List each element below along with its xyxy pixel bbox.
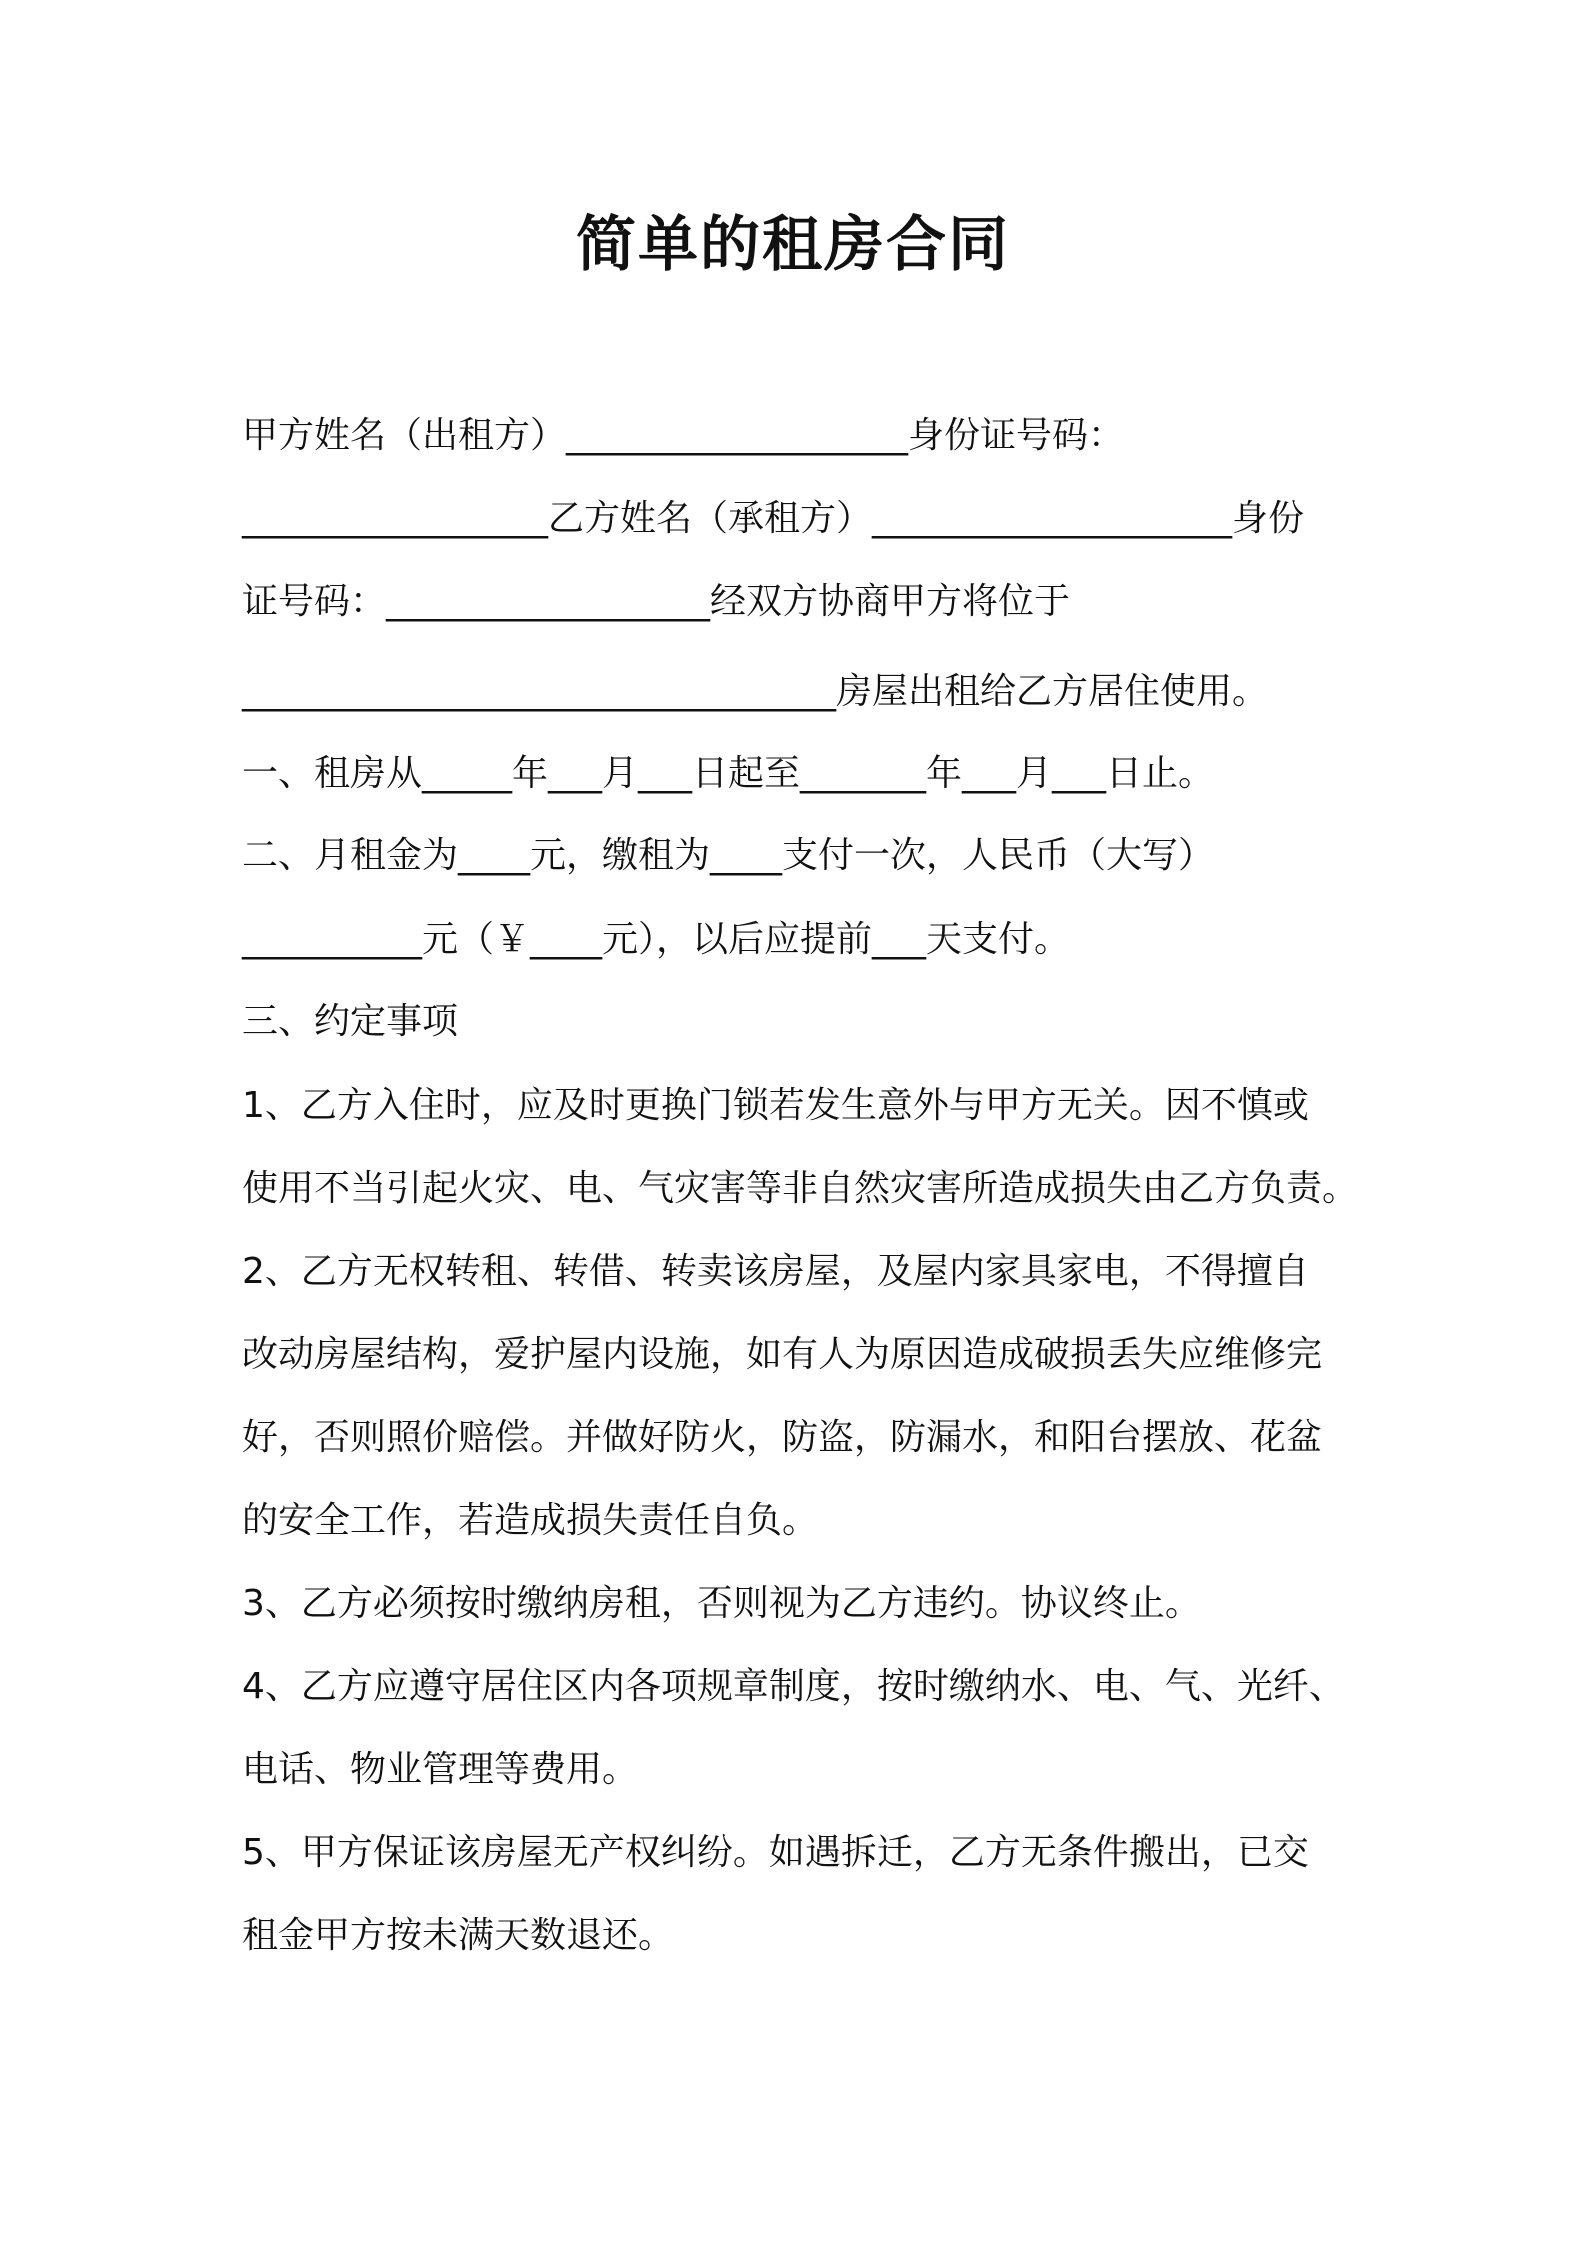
section-heading: 三、约定事项 [242, 1001, 459, 1042]
contract-line: 的安全工作，若造成损失责任自负。 [242, 1500, 819, 1541]
contract-line: 改动房屋结构，爱护屋内设施，如有人为原因造成破损丢失应维修完 [242, 1334, 1323, 1375]
contract-line: 二、月租金为____元，缴租为____支付一次，人民币（大写） [242, 835, 1215, 876]
contract-line: _________________乙方姓名（承租方）____________________身份 [242, 498, 1305, 539]
contract-line: 2、乙方无权转租、转借、转卖该房屋，及屋内家具家电，不得擅自 [242, 1251, 1309, 1292]
contract-line: 4、乙方应遵守居住区内各项规章制度，按时缴纳水、电、气、光纤、 [242, 1666, 1345, 1707]
contract-line: 3、乙方必须按时缴纳房租，否则视为乙方违约。协议终止。 [242, 1583, 1201, 1624]
contract-line: 5、甲方保证该房屋无产权纠纷。如遇拆迁，乙方无条件搬出，已交 [242, 1832, 1309, 1873]
contract-line: 租金甲方按未满天数退还。 [242, 1915, 675, 1956]
contract-line: 使用不当引起火灾、电、气灾害等非自然灾害所造成损失由乙方负责。 [242, 1168, 1359, 1209]
document-title: 简单的租房合同 [576, 210, 1010, 280]
contract-line: 好，否则照价赔偿。并做好防火，防盗，防漏水，和阳台摆放、花盆 [242, 1417, 1323, 1458]
contract-line: 1、乙方入住时，应及时更换门锁若发生意外与甲方无关。因不慎或 [242, 1085, 1309, 1126]
contract-line: _________________________________房屋出租给乙方居住使用。 [242, 671, 1269, 712]
contract-line: __________元（￥____元），以后应提前___天支付。 [242, 919, 1071, 960]
contract-line: 甲方姓名（出租方）___________________身份证号码： [242, 415, 1125, 456]
contract-line: 电话、物业管理等费用。 [242, 1749, 639, 1790]
contract-line: 证号码：__________________经双方协商甲方将位于 [242, 581, 1071, 622]
contract-line: 一、租房从_____年___月___日起至_______年___月___日止。 [242, 753, 1215, 794]
